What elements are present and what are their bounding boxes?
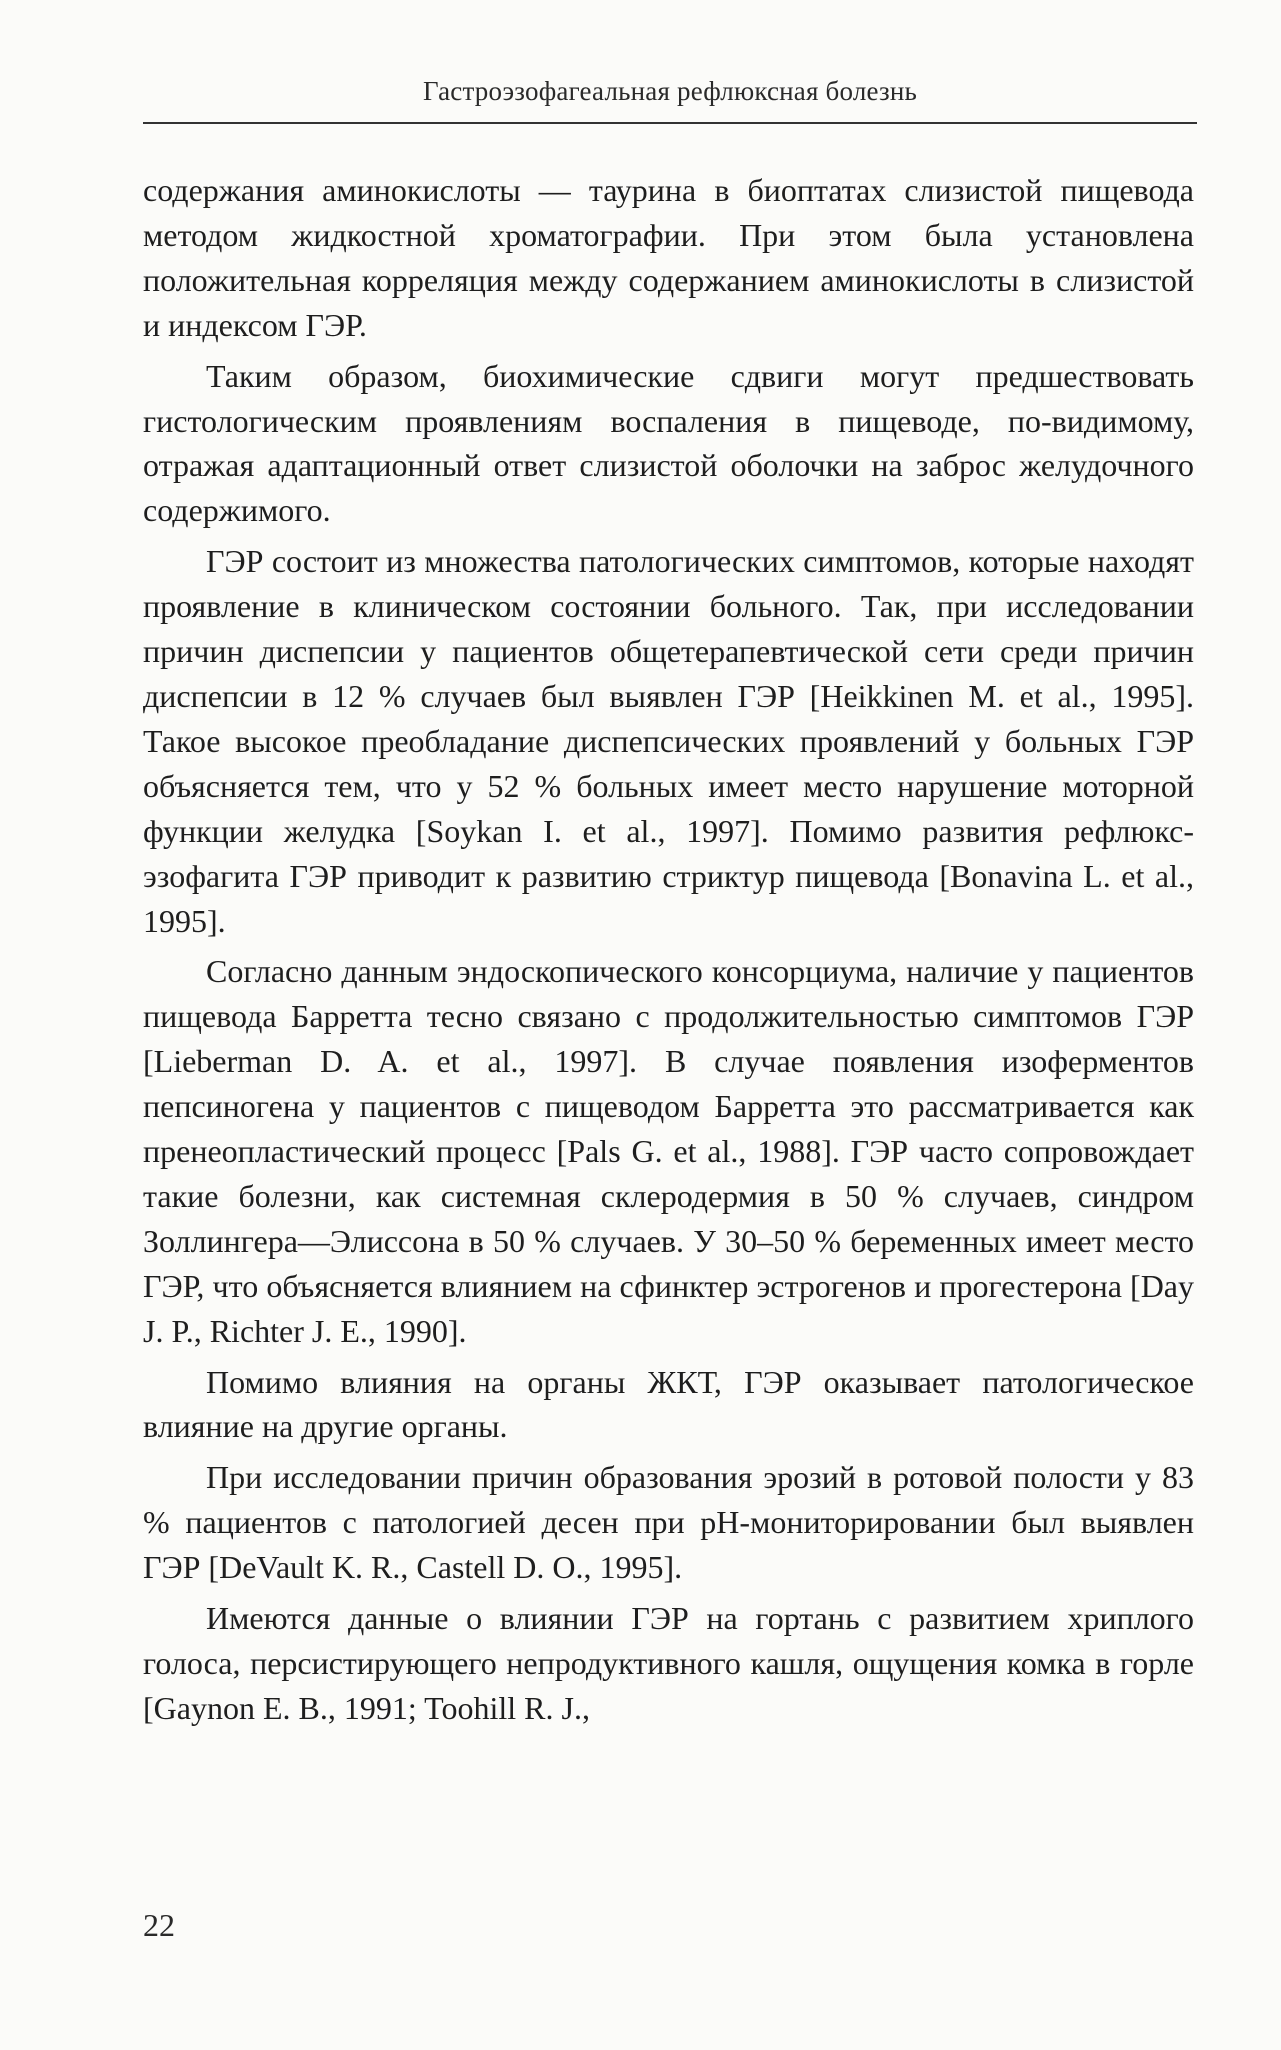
paragraph-7: Имеются данные о влиянии ГЭР на гортань с развитием хриплого голоса, персистирующего непродуктивного кашля, ощущения комка в горле [Gaynon E. B., 1991; Toohill R. J.,: [143, 1600, 1194, 1726]
header-divider: [143, 122, 1197, 124]
paragraph-2: Таким образом, биохимические сдвиги могут предшествовать гистологическим проявлениям воспаления в пищеводе, по-видимому, отражая адаптационный ответ слизистой оболочки на заброс желудочного содержимого.: [143, 357, 1194, 529]
running-head-title: Гастроэзофагеальная рефлюксная болезнь: [422, 76, 918, 106]
paragraph-4: Согласно данным эндоскопического консорциума, наличие у пациентов пищевода Барретта тесно связано с продолжительностью симптомов ГЭР [Lieberman D. A. et al., 1997]. В случае появления изоферментов пепсиногена у пациентов с пищеводом Барретта это рассматривается как пренеопластический процесс [Pals G. et al., 1988]. ГЭР часто сопровождает такие болезни, как системная склеродермия в 50 % случаев, синдром Золлингера—Элиссона в 50 % случаев. У 30–50 % беременных имеет место ГЭР, что объясняется влиянием на сфинктер эстрогенов и прогестерона [Day J. P., Richter J. E., 1990].: [143, 953, 1194, 1349]
paragraph-1: содержания аминокислоты — таурина в биоптатах слизистой пищевода методом жидкостной хроматографии. При этом была установлена положительная корреляция между содержанием аминокислоты в слизистой и индексом ГЭР.: [143, 172, 1194, 343]
paragraph-6: При исследовании причин образования эрозий в ротовой полости у 83 % пациентов с патологией десен при pH-мониторировании был выявлен ГЭР [DeVault K. R., Castell D. O., 1995].: [143, 1459, 1194, 1586]
paragraph-3: ГЭР состоит из множества патологических симптомов, которые находят проявление в клиническом состоянии больного. Так, при исследовании причин диспепсии у пациентов общетерапевтической сети среди причин диспепсии в 12 % случаев был выявлен ГЭР [Heikkinen M. et al., 1995]. Такое высокое преобладание диспепсических проявлений у больных ГЭР объясняется тем, что у 52 % больных имеет место нарушение моторной функции желудка [Soykan I. et al., 1997]. Помимо развития рефлюкс-эзофагита ГЭР приводит к развитию стриктур пищевода [Bonavina L. et al., 1995].: [143, 543, 1194, 939]
body-text: [143, 168, 1194, 1731]
page-number: 22: [143, 1907, 175, 1943]
paragraph-5: Помимо влияния на органы ЖКТ, ГЭР оказывает патологическое влияние на другие органы.: [143, 1363, 1194, 1445]
